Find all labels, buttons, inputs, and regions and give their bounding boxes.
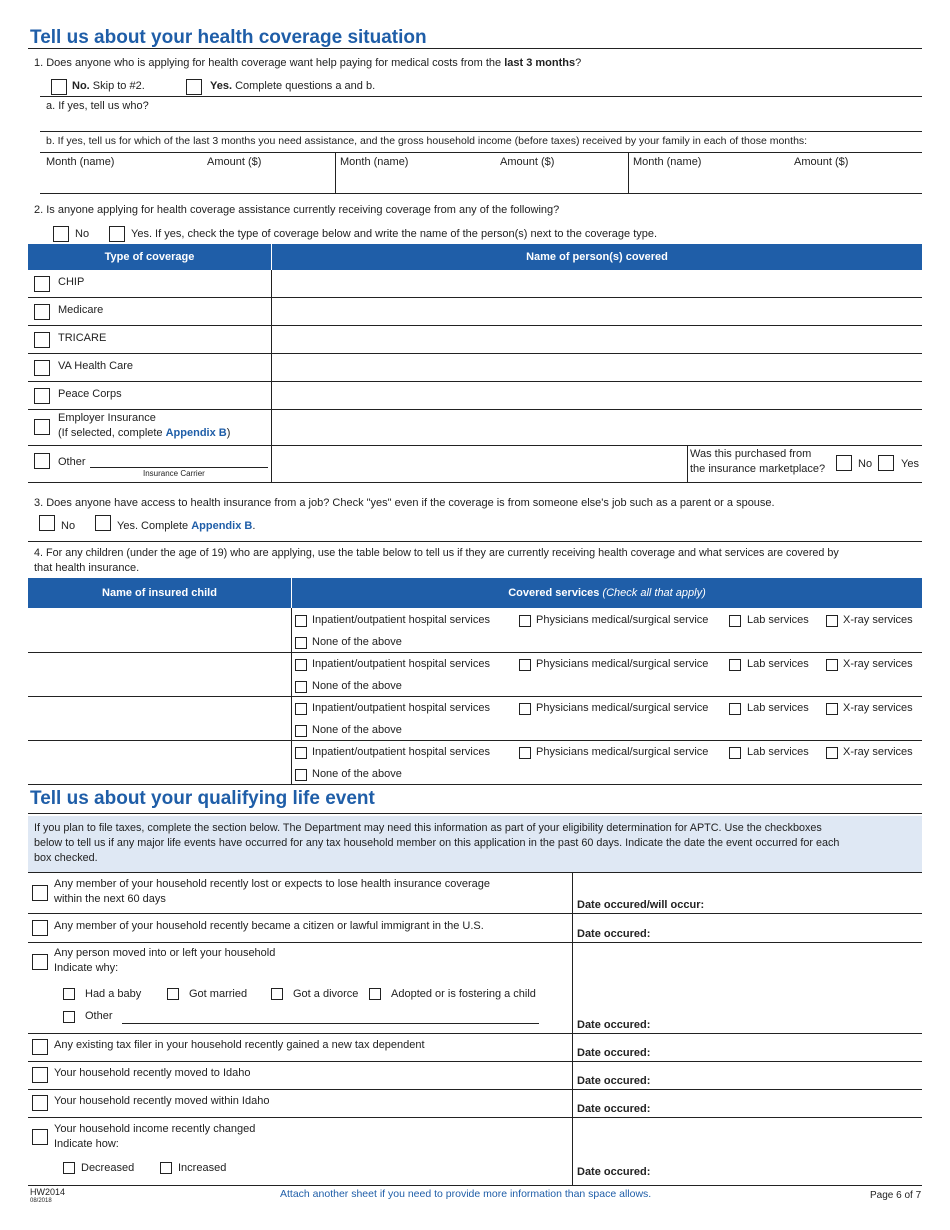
child-name-input[interactable] xyxy=(28,609,290,651)
month-label-1: Month (name) xyxy=(46,156,115,168)
event-within-idaho-date: Date occured: xyxy=(577,1103,651,1115)
opt-baby-checkbox[interactable] xyxy=(63,988,75,1000)
service-label: Lab services xyxy=(747,658,809,670)
marketplace-q2: the insurance marketplace? xyxy=(690,463,826,475)
none-label: None of the above xyxy=(312,724,402,736)
month-label-2: Month (name) xyxy=(340,156,409,168)
employer-label: Employer Insurance xyxy=(58,412,156,424)
insurance-carrier-label: Insurance Carrier xyxy=(143,469,205,478)
section-title-coverage: Tell us about your health coverage situation xyxy=(30,27,427,48)
marketplace-no-label: No xyxy=(858,458,873,470)
event-income-date: Date occured: xyxy=(577,1166,651,1178)
service-checkbox[interactable] xyxy=(519,747,531,759)
event-moved-idaho-date: Date occured: xyxy=(577,1075,651,1087)
service-checkbox[interactable] xyxy=(519,659,531,671)
q1-yes-checkbox[interactable] xyxy=(186,79,202,95)
employer-name-input[interactable] xyxy=(272,411,920,444)
service-checkbox[interactable] xyxy=(295,615,307,627)
marketplace-yes-label: Yes xyxy=(901,458,919,470)
col-type-of-coverage: Type of coverage xyxy=(28,244,271,270)
opt-divorce-checkbox[interactable] xyxy=(271,988,283,1000)
service-label: X-ray services xyxy=(843,702,913,714)
event-lost-coverage-date: Date occured/will occur: xyxy=(577,899,705,911)
q4-text-1: 4. For any children (under the age of 19) who are applying, use the table below to tell us if they are currently receiving health coverage and what services are covered by xyxy=(34,547,839,559)
other-label: Other xyxy=(58,456,86,468)
service-label: Inpatient/outpatient hospital services xyxy=(312,658,490,670)
opt-increased-label: Increased xyxy=(178,1162,227,1174)
q1a-label: a. If yes, tell us who? xyxy=(46,100,149,112)
event-lost-coverage-checkbox[interactable] xyxy=(32,885,48,901)
none-checkbox[interactable] xyxy=(295,681,307,693)
event-income-1: Your household income recently changed xyxy=(54,1123,256,1135)
footer-note: Attach another sheet if you need to provide more information than space allows. xyxy=(280,1188,652,1200)
service-label: Physicians medical/surgical service xyxy=(536,746,709,758)
service-label: Inpatient/outpatient hospital services xyxy=(312,614,490,626)
event-dependent-date: Date occured: xyxy=(577,1047,651,1059)
event-moved-date: Date occured: xyxy=(577,1019,651,1031)
month-label-3: Month (name) xyxy=(633,156,702,168)
amount-label-1: Amount ($) xyxy=(207,156,262,168)
child-name-input[interactable] xyxy=(28,741,290,783)
none-checkbox[interactable] xyxy=(295,769,307,781)
form-id: HW2014 xyxy=(30,1187,66,1197)
event-citizen-label: Any member of your household recently became a citizen or lawful immigrant in the U.S. xyxy=(54,920,484,932)
service-label: Inpatient/outpatient hospital services xyxy=(312,702,490,714)
employer-note: (If selected, complete Appendix B) xyxy=(58,427,231,439)
amount-label-2: Amount ($) xyxy=(500,156,555,168)
event-citizen-checkbox[interactable] xyxy=(32,920,48,936)
event-dependent-label: Any existing tax filer in your household recently gained a new tax dependent xyxy=(54,1039,425,1051)
opt-other-label: Other xyxy=(85,1010,113,1022)
coverage-checkbox[interactable] xyxy=(34,332,50,348)
opt-baby-label: Had a baby xyxy=(85,988,142,1000)
q1-no-checkbox[interactable] xyxy=(51,79,67,95)
service-checkbox[interactable] xyxy=(519,615,531,627)
service-label: X-ray services xyxy=(843,746,913,758)
coverage-checkbox[interactable] xyxy=(34,304,50,320)
service-label: Lab services xyxy=(747,746,809,758)
marketplace-q1: Was this purchased from xyxy=(690,448,812,460)
event-moved-1: Any person moved into or left your household xyxy=(54,947,276,959)
q2-yes-label: Yes. If yes, check the type of coverage below and write the name of the person(s) next to the coverage type. xyxy=(131,228,658,240)
form-date: 08/2018 xyxy=(30,1198,52,1204)
service-label: Physicians medical/surgical service xyxy=(536,614,709,626)
opt-other-checkbox[interactable] xyxy=(63,1011,75,1023)
other-checkbox[interactable] xyxy=(34,453,50,469)
opt-married-label: Got married xyxy=(189,988,248,1000)
opt-married-checkbox[interactable] xyxy=(167,988,179,1000)
service-checkbox[interactable] xyxy=(729,747,741,759)
q1-text: 1. Does anyone who is applying for health coverage want help paying for medical costs from the last 3 months? xyxy=(34,57,582,69)
service-checkbox[interactable] xyxy=(826,659,838,671)
q1-no-label: No. Skip to #2. xyxy=(72,80,145,92)
event-income-checkbox[interactable] xyxy=(32,1129,48,1145)
event-moved-checkbox[interactable] xyxy=(32,954,48,970)
service-checkbox[interactable] xyxy=(295,747,307,759)
col-insured-child: Name of insured child xyxy=(28,578,291,608)
none-label: None of the above xyxy=(312,768,402,780)
coverage-name-input[interactable] xyxy=(272,355,920,381)
q3-yes-checkbox[interactable] xyxy=(95,515,111,531)
service-label: X-ray services xyxy=(843,614,913,626)
none-checkbox[interactable] xyxy=(295,637,307,649)
col-covered-services: Covered services (Check all that apply) xyxy=(292,578,922,608)
q2-yes-checkbox[interactable] xyxy=(109,226,125,242)
q2-text: 2. Is anyone applying for health coverage assistance currently receiving coverage from any of the following? xyxy=(34,204,560,216)
none-label: None of the above xyxy=(312,680,402,692)
section-title-life-event: Tell us about your qualifying life event xyxy=(30,788,375,809)
service-label: Inpatient/outpatient hospital services xyxy=(312,746,490,758)
coverage-label: VA Health Care xyxy=(58,360,134,372)
q1a-input[interactable] xyxy=(40,112,920,130)
service-checkbox[interactable] xyxy=(826,747,838,759)
event-citizen-date: Date occured: xyxy=(577,928,651,940)
service-checkbox[interactable] xyxy=(826,703,838,715)
child-name-input[interactable] xyxy=(28,653,290,695)
employer-checkbox[interactable] xyxy=(34,419,50,435)
service-checkbox[interactable] xyxy=(295,659,307,671)
none-label: None of the above xyxy=(312,636,402,648)
col-name-covered: Name of person(s) covered xyxy=(272,244,922,270)
service-label: Physicians medical/surgical service xyxy=(536,702,709,714)
coverage-label: Peace Corps xyxy=(58,388,122,400)
service-label: Lab services xyxy=(747,702,809,714)
q3-no-checkbox[interactable] xyxy=(39,515,55,531)
service-checkbox[interactable] xyxy=(729,703,741,715)
amount-label-3: Amount ($) xyxy=(794,156,849,168)
marketplace-no-checkbox[interactable] xyxy=(836,455,852,471)
event-within-idaho-checkbox[interactable] xyxy=(32,1095,48,1111)
event-dependent-checkbox[interactable] xyxy=(32,1039,48,1055)
q3-no-label: No xyxy=(61,520,76,532)
service-checkbox[interactable] xyxy=(519,703,531,715)
event-moved-2: Indicate why: xyxy=(54,962,119,974)
opt-decreased-label: Decreased xyxy=(81,1162,135,1174)
coverage-name-input[interactable] xyxy=(272,271,920,297)
coverage-name-input[interactable] xyxy=(272,383,920,409)
event-lost-coverage-1: Any member of your household recently lost or expects to lose health insurance coverage xyxy=(54,878,490,890)
other-name-input[interactable] xyxy=(272,446,686,481)
event-lost-coverage-2: within the next 60 days xyxy=(54,893,166,905)
coverage-label: Medicare xyxy=(58,304,104,316)
service-label: Physicians medical/surgical service xyxy=(536,658,709,670)
service-checkbox[interactable] xyxy=(729,615,741,627)
q2-no-label: No xyxy=(75,228,90,240)
coverage-name-input[interactable] xyxy=(272,299,920,325)
service-checkbox[interactable] xyxy=(295,703,307,715)
service-label: X-ray services xyxy=(843,658,913,670)
q4-text-2: that health insurance. xyxy=(34,562,140,574)
coverage-name-input[interactable] xyxy=(272,327,920,353)
event-income-2: Indicate how: xyxy=(54,1138,119,1150)
opt-increased-checkbox[interactable] xyxy=(160,1162,172,1174)
event-within-idaho-label: Your household recently moved within Idaho xyxy=(54,1095,270,1107)
coverage-label: CHIP xyxy=(58,276,85,288)
coverage-label: TRICARE xyxy=(58,332,107,344)
service-checkbox[interactable] xyxy=(729,659,741,671)
service-checkbox[interactable] xyxy=(826,615,838,627)
intro-line-3: box checked. xyxy=(34,852,98,864)
marketplace-yes-checkbox[interactable] xyxy=(878,455,894,471)
q3-yes-label: Yes. Complete Appendix B. xyxy=(117,520,256,532)
service-label: Lab services xyxy=(747,614,809,626)
child-name-input[interactable] xyxy=(28,697,290,739)
coverage-checkbox[interactable] xyxy=(34,276,50,292)
page-number: Page 6 of 7 xyxy=(870,1190,922,1201)
coverage-checkbox[interactable] xyxy=(34,360,50,376)
coverage-checkbox[interactable] xyxy=(34,388,50,404)
q1-yes-label: Yes. Complete questions a and b. xyxy=(210,80,376,92)
q2-no-checkbox[interactable] xyxy=(53,226,69,242)
q3-text: 3. Does anyone have access to health insurance from a job? Check "yes" even if the coverage is from someone else's job such as a parent or a spouse. xyxy=(34,497,775,509)
event-moved-idaho-checkbox[interactable] xyxy=(32,1067,48,1083)
opt-adopted-label: Adopted or is fostering a child xyxy=(391,988,536,1000)
intro-line-1: If you plan to file taxes, complete the section below. The Department may need this information as part of your eligibility determination for APTC. Use the checkboxes xyxy=(34,822,822,834)
intro-line-2: below to tell us if any major life events have occurred for any tax household member on this application in the past 60 days. Indicate the date the event occurred for each xyxy=(34,837,840,849)
q1b-label: b. If yes, tell us for which of the last 3 months you need assistance, and the gross household income (before taxes) received by your family in each of those months: xyxy=(46,135,808,147)
intro-box xyxy=(28,816,922,872)
opt-decreased-checkbox[interactable] xyxy=(63,1162,75,1174)
none-checkbox[interactable] xyxy=(295,725,307,737)
opt-other-input[interactable] xyxy=(122,1023,539,1024)
event-moved-idaho-label: Your household recently moved to Idaho xyxy=(54,1067,251,1079)
opt-adopted-checkbox[interactable] xyxy=(369,988,381,1000)
opt-divorce-label: Got a divorce xyxy=(293,988,359,1000)
